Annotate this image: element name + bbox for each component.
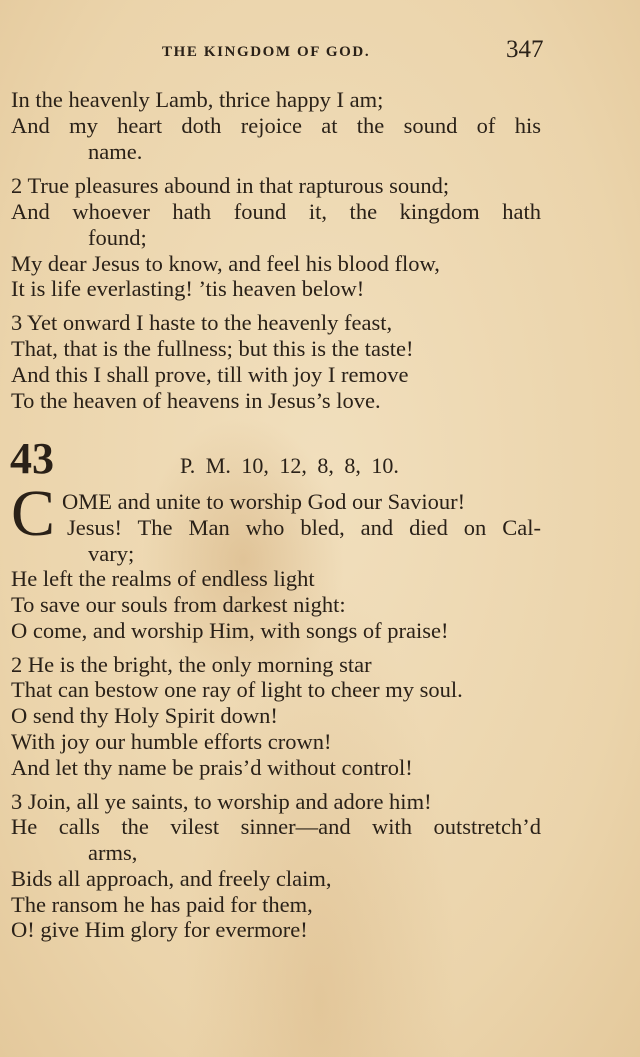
- verse-line: The ransom he has paid for them,: [11, 892, 313, 917]
- verse-line: Bids all approach, and freely claim,: [11, 866, 332, 891]
- verse-line: name.: [88, 139, 143, 164]
- running-title: THE KINGDOM OF GOD.: [162, 44, 371, 60]
- drop-cap: C: [11, 477, 56, 550]
- verse-line: 2 He is the bright, the only morning star: [11, 652, 372, 677]
- verse-line: He calls the vilest sinner—and with outstretch’d: [11, 814, 541, 839]
- verse-line: And my heart doth rejoice at the sound of his: [11, 113, 541, 138]
- verse-line: Jesus! The Man who bled, and died on Cal-: [67, 515, 541, 540]
- verse-line: In the heavenly Lamb, thrice happy I am;: [11, 87, 384, 112]
- verse-line: O come, and worship Him, with songs of praise!: [11, 618, 449, 643]
- verse-line: To the heaven of heavens in Jesus’s love.: [11, 388, 381, 413]
- verse-line: 2 True pleasures abound in that rapturous sound;: [11, 173, 450, 198]
- verse-line: found;: [88, 225, 147, 250]
- verse-line: And let thy name be prais’d without control!: [11, 755, 413, 780]
- verse-line: 3 Join, all ye saints, to worship and adore him!: [11, 789, 432, 814]
- hymn-number: 43: [10, 434, 54, 483]
- verse-line: With joy our humble efforts crown!: [11, 729, 332, 754]
- hymn-meter: P. M. 10, 12, 8, 8, 10.: [180, 453, 399, 478]
- verse-line: That, that is the fullness; but this is the taste!: [11, 336, 414, 361]
- verse-line: And whoever hath found it, the kingdom hath: [11, 199, 541, 224]
- verse-first-line: OME and unite to worship God our Saviour!: [62, 489, 466, 514]
- verse-line: 3 Yet onward I haste to the heavenly feast,: [11, 310, 393, 335]
- verse-line: To save our souls from darkest night:: [11, 592, 346, 617]
- verse-line: That can bestow one ray of light to cheer my soul.: [11, 677, 463, 702]
- verse-line: O! give Him glory for evermore!: [11, 917, 308, 942]
- verse-line: And this I shall prove, till with joy I remove: [11, 362, 409, 387]
- page-number: 347: [506, 36, 544, 63]
- verse-line: It is life everlasting! ’tis heaven below!: [11, 276, 365, 301]
- page-header: [0, 30, 640, 70]
- verse-line: O send thy Holy Spirit down!: [11, 703, 278, 728]
- verse-line: vary;: [88, 541, 135, 566]
- verse-line: He left the realms of endless light: [11, 566, 315, 591]
- verse-line: arms,: [88, 840, 138, 865]
- verse-line: My dear Jesus to know, and feel his blood flow,: [11, 251, 440, 276]
